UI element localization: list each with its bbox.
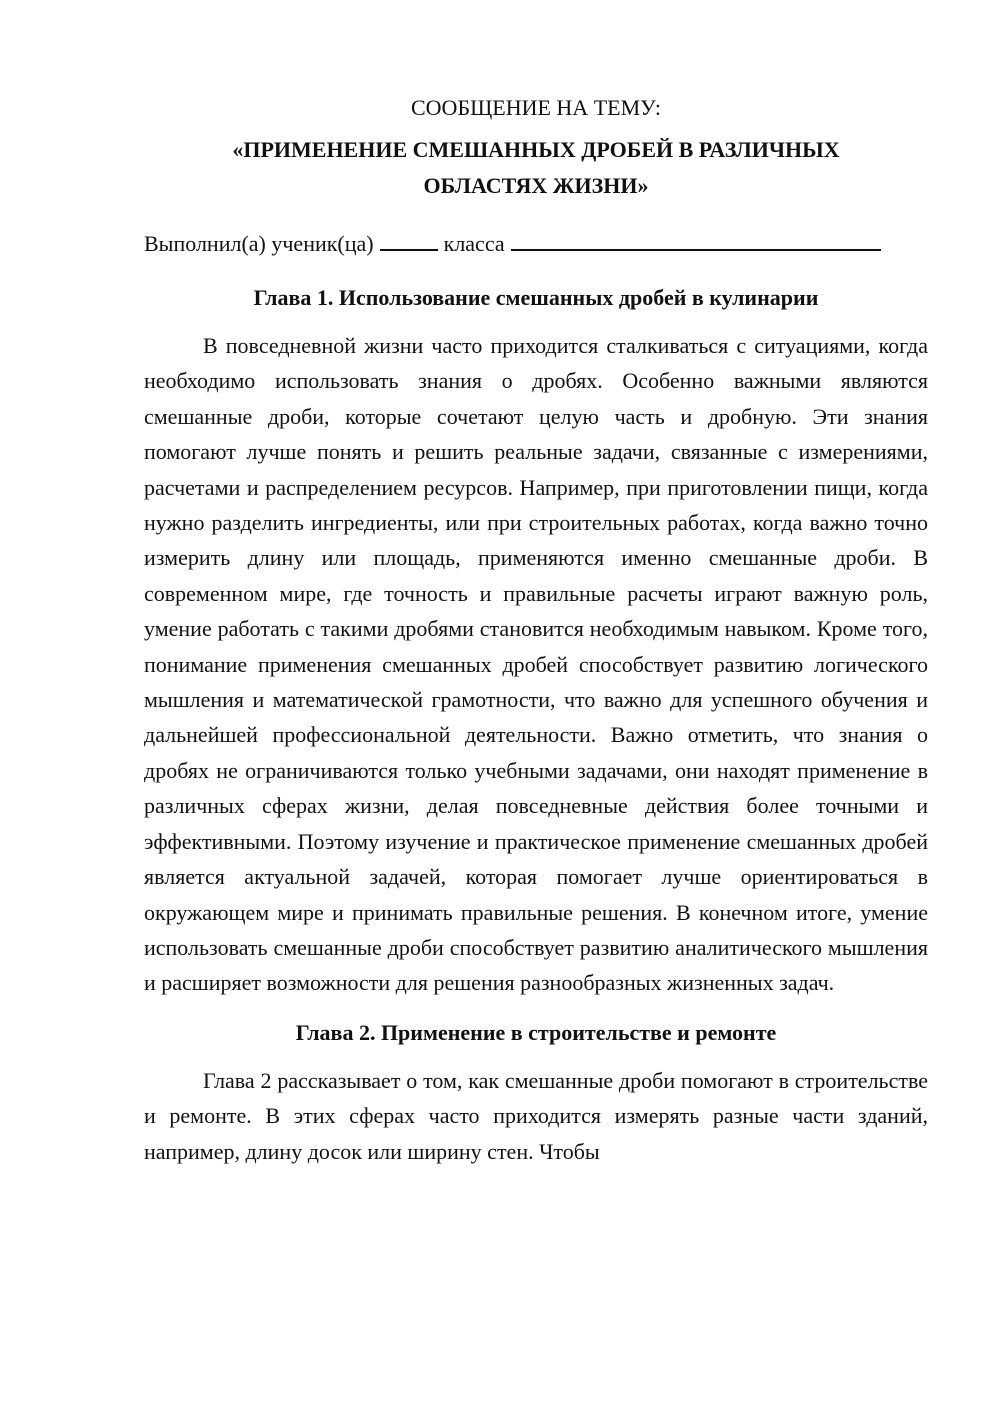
performer-label: Выполнил(а) ученик(ца): [144, 231, 374, 256]
chapter-1-paragraph: В повседневной жизни часто приходится сталкиваться с ситуациями, когда необходимо использовать знания о дробях. Особенно важными являются смешанные дроби, которые сочетают целую часть и дробную. Эти знания помогают лучше понять и решить реальные задачи, связанные с измерениями, расчетами и распределением ресурсов. Например, при приготовлении пищи, когда нужно разделить ингредиенты, или при строительных работах, когда важно точно измерить длину или площадь, применяются именно смешанные дроби. В современном мире, где точность и правильные расчеты играют важную роль, умение работать с такими дробями становится необходимым навыком. Кроме того, понимание применения смешанных дробей способствует развитию логического мышления и математической грамотности, что важно для успешного обучения и дальнейшей профессиональной деятельности. Важно отметить, что знания о дробях не ограничиваются только учебными задачами, они находят применение в различных сферах жизни, делая повседневные действия более точными и эффективными. Поэтому изучение и практическое применение смешанных дробей является актуальной задачей, которая помогает лучше ориентироваться в окружающем мире и принимать правильные решения. В конечном итоге, умение использовать смешанные дроби способствует развитию аналитического мышления и расширяет возможности для решения разнообразных жизненных задач.: [144, 333, 928, 996]
chapter-2-heading: Глава 2. Применение в строительстве и ремонте: [295, 1019, 777, 1045]
document-type-line: СООБЩЕНИЕ НА ТЕМУ:: [411, 95, 661, 120]
title-block: [144, 90, 928, 204]
performer-line: [144, 226, 928, 262]
class-number-blank: [380, 231, 438, 251]
class-label: класса: [443, 231, 505, 256]
document-page: [144, 90, 928, 1183]
chapter-2-paragraph: Глава 2 рассказывает о том, как смешанные дроби помогают в строительстве и ремонте. В этих сферах часто приходится измерять разные части зданий, например, длину досок или ширину стен. Чтобы: [144, 1067, 928, 1164]
chapter-1-heading: Глава 1. Использование смешанных дробей в кулинарии: [253, 285, 819, 310]
document-title-line-1: «ПРИМЕНЕНИЕ СМЕШАННЫХ ДРОБЕЙ В РАЗЛИЧНЫХ: [232, 137, 840, 162]
document-title-line-2: ОБЛАСТЯХ ЖИЗНИ»: [423, 173, 649, 198]
student-name-blank: [511, 231, 881, 251]
